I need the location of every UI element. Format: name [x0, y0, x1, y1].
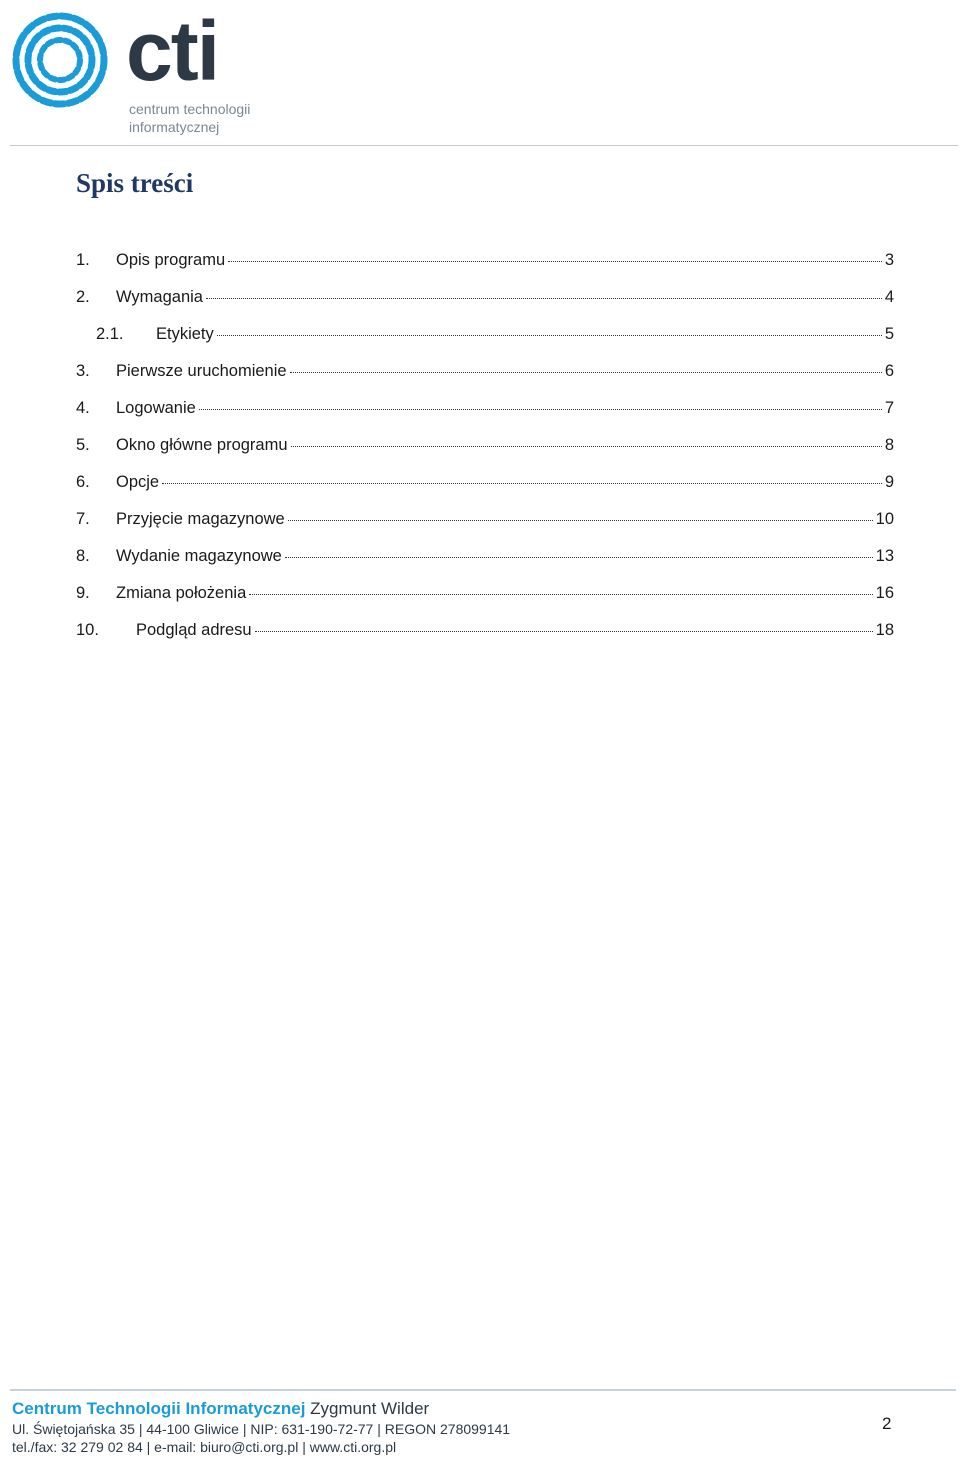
toc-dot-leader: [290, 372, 882, 373]
brand-subtitle-line1: centrum technologii: [129, 101, 251, 117]
toc-entry-page: 3: [884, 251, 894, 269]
document-header: [0, 0, 960, 150]
toc-dot-leader: [255, 631, 873, 632]
toc-entry[interactable]: [76, 362, 894, 399]
toc-entry-number: 10.: [76, 621, 99, 639]
footer-org-name: Centrum Technologii Informatycznej: [12, 1399, 306, 1418]
toc-entry-number: 3.: [76, 362, 90, 380]
footer-contact: tel./fax: 32 279 02 84 | e-mail: biuro@cti.org.pl | www.cti.org.pl: [12, 1439, 397, 1455]
toc-dot-leader: [291, 446, 882, 447]
toc-entry-label: Zmiana położenia: [116, 584, 247, 602]
toc-entry[interactable]: [76, 251, 894, 288]
toc-entry[interactable]: [76, 288, 894, 325]
toc-dot-leader: [228, 261, 882, 262]
toc-entry-number: 4.: [76, 399, 90, 417]
toc-entry-label: Przyjęcie magazynowe: [116, 510, 285, 528]
page-number: 2: [882, 1414, 892, 1433]
toc-entry-page: 4: [884, 288, 894, 306]
toc-dot-leader: [217, 335, 882, 336]
toc-dot-leader: [285, 557, 873, 558]
toc-title: Spis treści: [76, 168, 194, 198]
toc-entry[interactable]: [76, 547, 894, 584]
toc-entry-number: 6.: [76, 473, 90, 491]
toc-entry-page: 6: [884, 362, 894, 380]
toc-entry-number: 7.: [76, 510, 90, 528]
cti-rosette-logo-icon: [10, 10, 110, 110]
toc-entry[interactable]: [76, 436, 894, 473]
toc-entry-number: 5.: [76, 436, 90, 454]
toc-entry-label: Okno główne programu: [116, 436, 288, 454]
toc-entry-page: 13: [875, 547, 894, 565]
toc-entry-page: 16: [875, 584, 894, 602]
footer-address: Ul. Świętojańska 35 | 44-100 Gliwice | NIP: 631-190-72-77 | REGON 278099141: [12, 1421, 511, 1437]
toc-dot-leader: [162, 483, 882, 484]
brand-subtitle-line2: informatycznej: [129, 119, 220, 135]
brand-wordmark: cti: [126, 4, 219, 98]
table-of-contents: [76, 251, 894, 658]
toc-entry-label: Etykiety: [156, 325, 214, 343]
toc-entry-label: Opcje: [116, 473, 160, 491]
toc-dot-leader: [288, 520, 873, 521]
toc-entry-label: Opis programu: [116, 251, 226, 269]
toc-entry-label: Wydanie magazynowe: [116, 547, 282, 565]
footer-owner: Zygmunt Wilder: [305, 1399, 430, 1418]
toc-entry[interactable]: [76, 510, 894, 547]
toc-subentry[interactable]: [76, 325, 894, 362]
toc-entry[interactable]: [76, 473, 894, 510]
toc-entry-page: 5: [884, 325, 894, 343]
toc-entry-label: Logowanie: [116, 399, 196, 417]
toc-dot-leader: [206, 298, 882, 299]
toc-entry-label: Pierwsze uruchomienie: [116, 362, 287, 380]
header-divider: [10, 145, 958, 146]
toc-entry-number: 1.: [76, 251, 90, 269]
toc-entry-label: Podgląd adresu: [136, 621, 252, 639]
toc-entry[interactable]: [76, 621, 894, 658]
toc-entry-page: 8: [884, 436, 894, 454]
footer-company-line: [12, 1398, 912, 1420]
footer-divider: [10, 1389, 956, 1391]
document-footer: [12, 1398, 912, 1456]
toc-entry[interactable]: [76, 584, 894, 621]
toc-entry-page: 7: [884, 399, 894, 417]
toc-entry-page: 9: [884, 473, 894, 491]
toc-entry[interactable]: [76, 399, 894, 436]
brand-subtitle: [129, 100, 289, 136]
toc-entry-number: 2.1.: [96, 325, 124, 343]
toc-dot-leader: [199, 409, 882, 410]
toc-entry-page: 10: [875, 510, 894, 528]
toc-entry-number: 2.: [76, 288, 90, 306]
toc-entry-page: 18: [875, 621, 894, 639]
toc-entry-number: 8.: [76, 547, 90, 565]
toc-entry-label: Wymagania: [116, 288, 203, 306]
toc-entry-number: 9.: [76, 584, 90, 602]
toc-dot-leader: [249, 594, 872, 595]
